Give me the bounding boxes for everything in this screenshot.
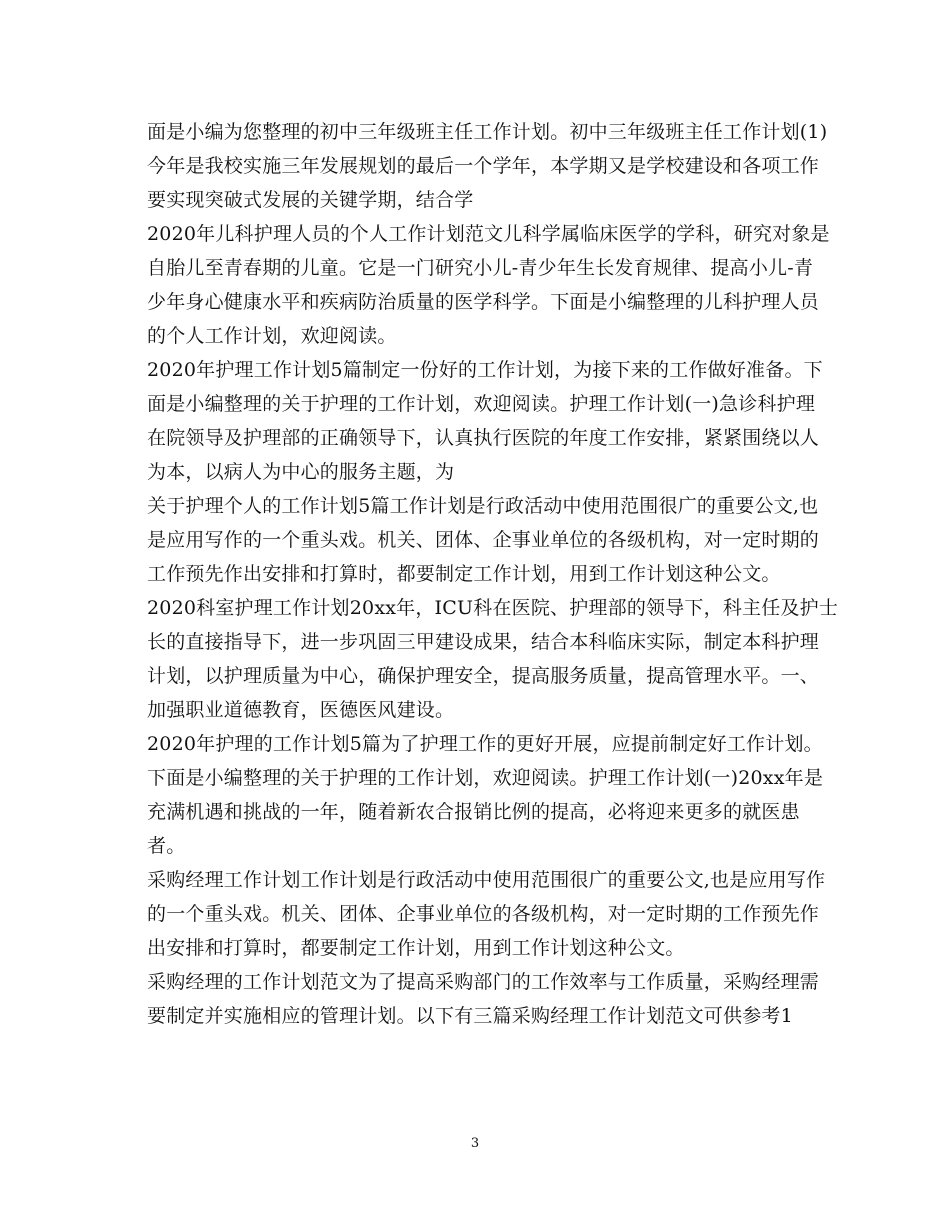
text-line: 长的直接指导下，进一步巩固三甲建设成果，结合本科临床实际，制定本科护理 — [147, 631, 820, 653]
text-line: 要制定并实施相应的管理计划。以下有三篇采购经理工作计划范文可供参考1 — [147, 1005, 793, 1027]
text-line: 采购经理工作计划工作计划是行政活动中使用范围很广的重要公文,也是应用写作 — [147, 869, 826, 891]
body-text — [147, 115, 839, 1033]
text-line: 者。 — [147, 835, 186, 857]
text-line: 出安排和打算时，都要制定工作计划，用到工作计划这种公文。 — [147, 937, 685, 959]
text-line: 采购经理的工作计划范文为了提高采购部门的工作效率与工作质量，采购经理需 — [147, 971, 820, 993]
text-line: 下面是小编整理的关于护理的工作计划，欢迎阅读。护理工作计划(一)20xx年是 — [147, 767, 824, 789]
text-line: 面是小编为您整理的初中三年级班主任工作计划。初中三年级班主任工作计划(1) — [147, 121, 828, 143]
text-line: 的一个重头戏。机关、团体、企事业单位的各级机构，对一定时期的工作预先作 — [147, 903, 820, 925]
text-line: 面是小编整理的关于护理的工作计划，欢迎阅读。护理工作计划(一)急诊科护理 — [147, 393, 816, 415]
text-line: 在院领导及护理部的正确领导下，认真执行医院的年度工作安排，紧紧围绕以人 — [147, 427, 820, 449]
text-line: 2020年儿科护理人员的个人工作计划范文儿科学属临床医学的学科，研究对象是 — [147, 223, 830, 245]
text-line: 是应用写作的一个重头戏。机关、团体、企事业单位的各级机构，对一定时期的 — [147, 529, 820, 551]
text-line: 2020年护理工作计划5篇制定一份好的工作计划，为接下来的工作做好准备。下 — [147, 359, 823, 381]
text-line: 的个人工作计划，欢迎阅读。 — [147, 325, 397, 347]
text-line: 加强职业道德教育，医德医风建设。 — [147, 699, 455, 721]
text-line: 少年身心健康水平和疾病防治质量的医学科学。下面是小编整理的儿科护理人员 — [147, 291, 820, 313]
text-line: 2020科室护理工作计划20xx年，ICU科在医院、护理部的领导下，科主任及护士 — [147, 597, 839, 619]
text-line: 2020年护理的工作计划5篇为了护理工作的更好开展，应提前制定好工作计划。 — [147, 733, 823, 755]
text-line: 计划，以护理质量为中心，确保护理安全，提高服务质量，提高管理水平。一、 — [147, 665, 820, 687]
text-line: 工作预先作出安排和打算时，都要制定工作计划，用到工作计划这种公文。 — [147, 563, 781, 585]
text-line: 自胎儿至青春期的儿童。它是一门研究小儿-青少年生长发育规律、提高小儿-青 — [147, 257, 814, 279]
page-number: 3 — [470, 1136, 480, 1151]
text-line: 今年是我校实施三年发展规划的最后一个学年，本学期又是学校建设和各项工作 — [147, 155, 820, 177]
text-line: 关于护理个人的工作计划5篇工作计划是行政活动中使用范围很广的重要公文,也 — [147, 495, 819, 517]
text-line: 要实现突破式发展的关键学期，结合学 — [147, 189, 474, 211]
text-line: 充满机遇和挑战的一年，随着新农合报销比例的提高，必将迎来更多的就医患 — [147, 801, 800, 823]
text-line: 为本，以病人为中心的服务主题，为 — [147, 461, 455, 483]
